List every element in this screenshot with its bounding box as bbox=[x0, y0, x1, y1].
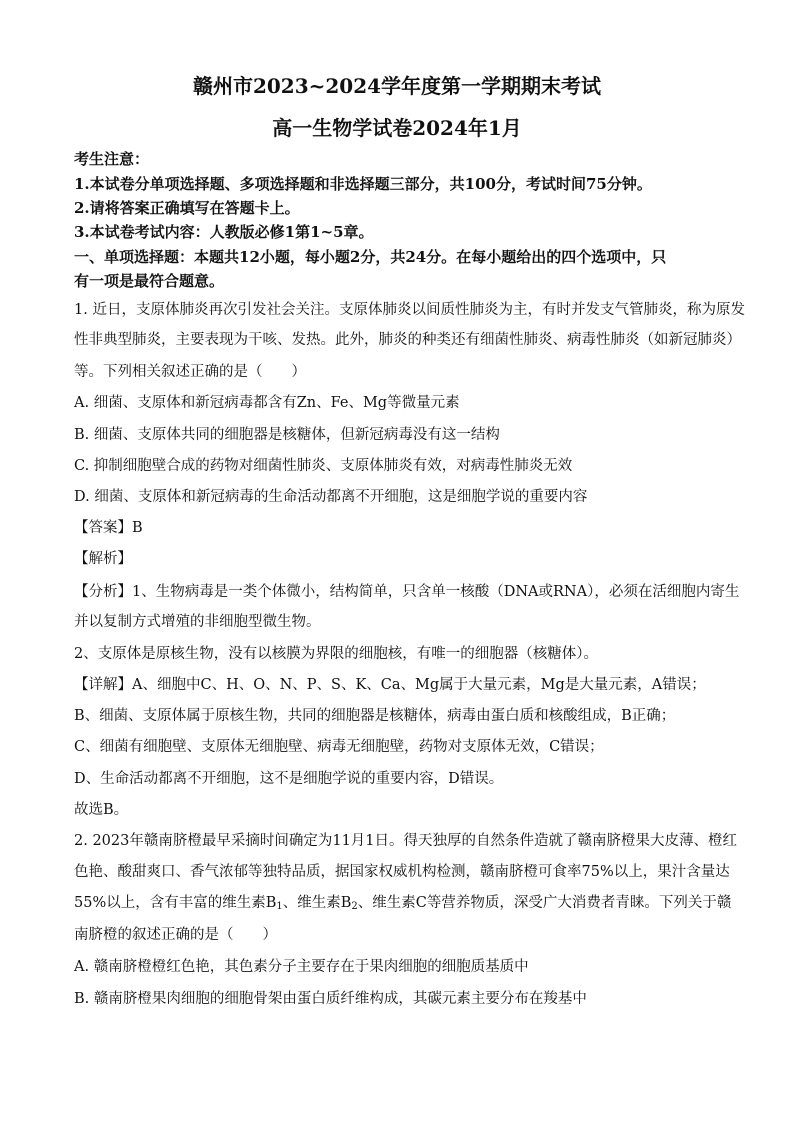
analysis-line: 【详解】A、细胞中C、H、O、N、P、S、K、Ca、Mg属于大量元素，Mg是大量元素，A错误； bbox=[74, 677, 706, 693]
question-1-stem: 性非典型肺炎，主要表现为干咳、发热。此外，肺炎的种类还有细菌性肺炎、病毒性肺炎（如新冠肺炎） bbox=[74, 332, 741, 348]
question-1-stem: 1. 近日，支原体肺炎再次引发社会关注。支原体肺炎以间质性肺炎为主，有时并发支气管肺炎，称为原发 bbox=[74, 302, 745, 318]
analysis-line: D、生命活动都离不开细胞，这不是细胞学说的重要内容，D错误。 bbox=[74, 771, 504, 787]
analysis-label: 【解析】 bbox=[74, 551, 132, 567]
analysis-line: 并以复制方式增殖的非细胞型微生物。 bbox=[74, 614, 321, 630]
notice-item-1: 1.本试卷分单项选择题、多项选择题和非选择题三部分，共100分，考试时间75分钟。 bbox=[74, 175, 652, 193]
exam-title: 赣州市2023~2024学年度第一学期期末考试 bbox=[192, 74, 602, 98]
question-2-option-b: B. 赣南脐橙果肉细胞的细胞骨架由蛋白质纤维构成，其碳元素主要分布在羧基中 bbox=[74, 991, 587, 1007]
question-2-stem: 色艳、酸甜爽口、香气浓郁等独特品质，据国家权威机构检测，赣南脐橙可食率75%以上，果汁含量达 bbox=[74, 864, 730, 880]
question-2-stem: 55%以上，含有丰富的维生素$B_1$、维生素$B_2$、维生素C等营养物质，深受广大消费者青睐。下列关于赣 bbox=[74, 895, 732, 912]
question-1-stem: 等。下列相关叙述正确的是（ ） bbox=[74, 364, 306, 380]
analysis-line: 故选B。 bbox=[74, 802, 129, 818]
question-1-option-d: D. 细菌、支原体和新冠病毒的生命活动都离不开细胞，这是细胞学说的重要内容 bbox=[74, 489, 588, 505]
notice-item-3: 3.本试卷考试内容：人教版必修1第1~5章。 bbox=[74, 223, 374, 241]
question-2-option-a: A. 赣南脐橙橙红色艳，其色素分子主要存在于果肉细胞的细胞质基质中 bbox=[74, 959, 529, 975]
question-2-stem: 2. 2023年赣南脐橙最早采摘时间确定为11月1日。得天独厚的自然条件造就了赣南脐橙果大皮薄、橙红 bbox=[74, 833, 738, 849]
analysis-line: 2、支原体是原核生物，没有以核膜为界限的细胞核，有唯一的细胞器（核糖体）。 bbox=[74, 646, 598, 662]
section-heading: 一、单项选择题：本题共12小题，每小题2分，共24分。在每小题给出的四个选项中，只 bbox=[74, 248, 667, 266]
answer-label: 【答案】B bbox=[74, 520, 143, 536]
section-heading-cont: 有一项是最符合题意。 bbox=[74, 272, 225, 290]
question-1-option-a: A. 细菌、支原体和新冠病毒都含有Zn、Fe、Mg等微量元素 bbox=[74, 395, 460, 411]
analysis-line: 【分析】1、生物病毒是一类个体微小，结构简单，只含单一核酸（DNA或RNA），必须在活细胞内寄生 bbox=[74, 584, 740, 600]
analysis-line: B、细菌、支原体属于原核生物，共同的细胞器是核糖体，病毒由蛋白质和核酸组成，B正确； bbox=[74, 708, 676, 724]
analysis-line: C、细菌有细胞壁、支原体无细胞壁、病毒无细胞壁，药物对支原体无效，C错误； bbox=[74, 739, 604, 755]
question-1-option-c: C. 抑制细胞壁合成的药物对细菌性肺炎、支原体肺炎有效，对病毒性肺炎无效 bbox=[74, 458, 573, 474]
question-1-option-b: B. 细菌、支原体共同的细胞器是核糖体，但新冠病毒没有这一结构 bbox=[74, 427, 500, 443]
notice-heading: 考生注意： bbox=[74, 150, 150, 168]
exam-subtitle: 高一生物学试卷2024年1月 bbox=[272, 116, 522, 140]
notice-item-2: 2.请将答案正确填写在答题卡上。 bbox=[74, 199, 300, 217]
question-2-stem: 南脐橙的叙述正确的是（ ） bbox=[74, 927, 277, 943]
